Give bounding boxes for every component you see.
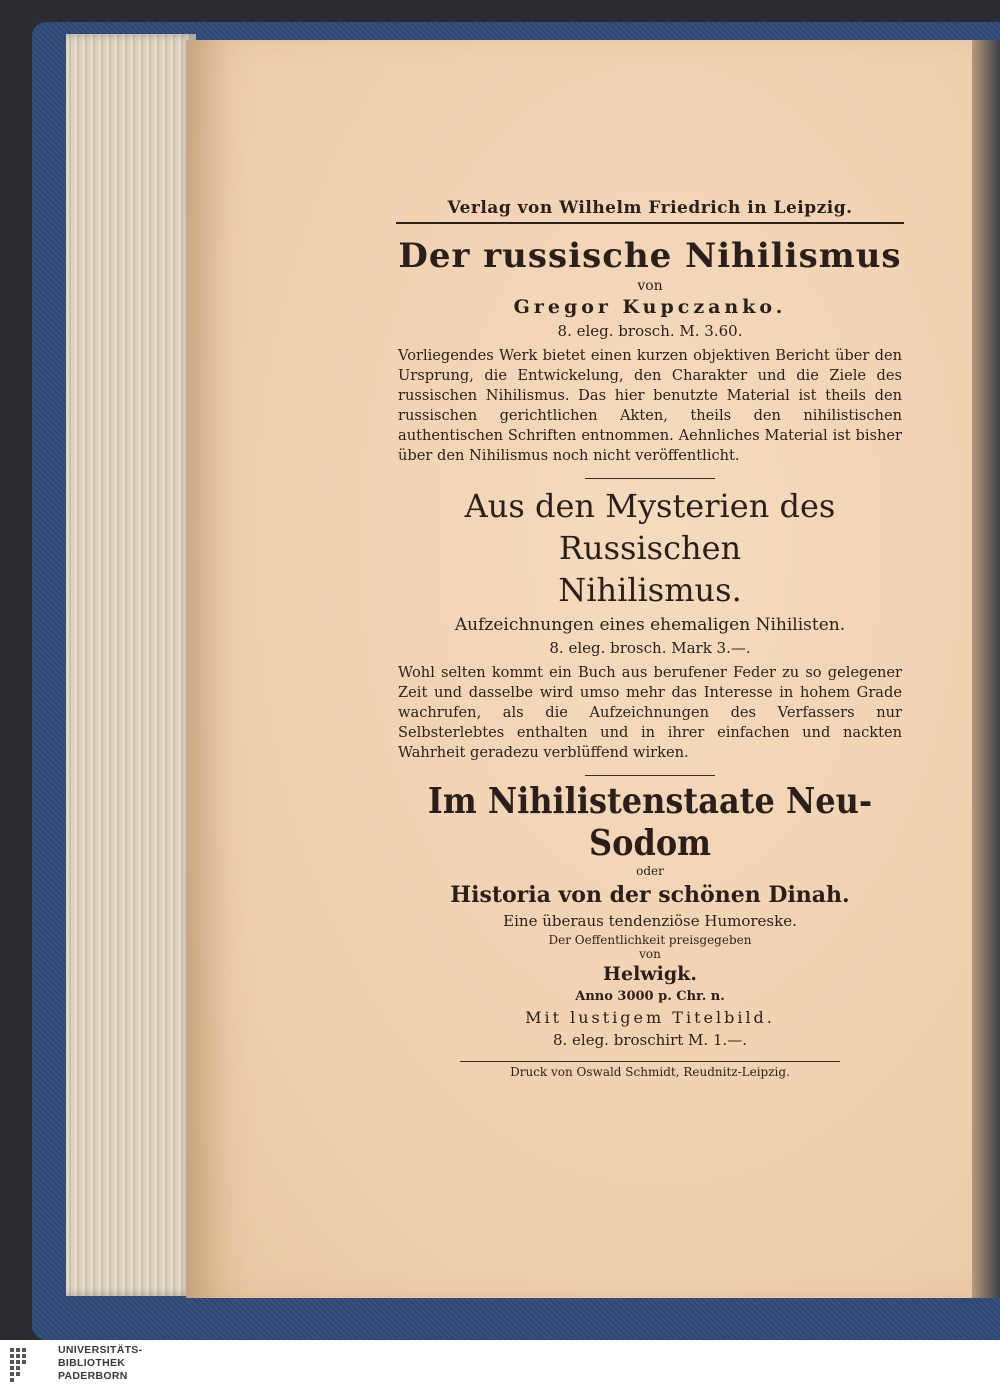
library-footer (0, 1340, 1000, 1391)
book3-anno: Anno 3000 p. Chr. n. (575, 989, 725, 1004)
book2-title-line2: Nihilismus. (558, 571, 742, 609)
page-gutter (972, 40, 1000, 1298)
divider (585, 775, 715, 776)
book3-author: Helwigk. (603, 963, 697, 985)
book3-illustration: Mit lustigem Titelbild. (525, 1008, 775, 1027)
library-name-line3: PADERBORN (58, 1370, 128, 1382)
library-name-line1: UNIVERSITÄTS- (58, 1344, 143, 1356)
library-name (58, 1344, 142, 1383)
book3-subtitle: Historia von der schönen Dinah. (450, 882, 850, 908)
book3-oder: oder (636, 864, 664, 878)
book3-genre: Eine überaus tendenziöse Humoreske. (503, 912, 797, 930)
book3-title: Im Nihilistenstaate Neu-Sodom (427, 780, 873, 864)
book1-von: von (637, 278, 663, 294)
divider (460, 1061, 840, 1062)
book2-description: Wohl selten kommt ein Buch aus berufener Feder zu so gelegener Zeit und dasselbe wird umso mehr das Interesse in hohem Grade wachrufen, als die Aufzeichnungen des Verfassers nur Selbsterlebtes enthalten und in ihrer einfachen und nackten Wahrheit geradezu verblüffend wirken. (398, 664, 902, 761)
book3-price: 8. eleg. broschirt M. 1.—. (552, 1031, 748, 1049)
library-name-line2: BIBLIOTHEK (58, 1357, 126, 1369)
book1-price: 8. eleg. brosch. M. 3.60. (557, 322, 743, 340)
page-edges (66, 34, 196, 1296)
book1-title: Der russische Nihilismus (398, 236, 902, 276)
book3-von: von (639, 947, 661, 961)
book1-description: Vorliegendes Werk bietet einen kurzen objektiven Bericht über den Ursprung, die Entwickelung, den Charakter und die Ziele des russischen Nihilismus. Das hier benutzte Material ist theils den russischen gerichtlichen Akten, theils den nihilistischen authentischen Schriften entnommen. Aehnliches Material ist bisher über den Nihilismus noch nicht veröffentlicht. (398, 347, 902, 464)
library-logo-icon (8, 1346, 48, 1386)
book2-title-line1: Aus den Mysterien des Russischen (464, 487, 836, 567)
book1-author: Gregor Kupczanko. (513, 296, 787, 318)
printer-imprint: Druck von Oswald Schmidt, Reudnitz-Leipzig. (510, 1065, 790, 1079)
book2-price: 8. eleg. brosch. Mark 3.—. (549, 639, 751, 657)
divider (585, 478, 715, 479)
book2-subtitle: Aufzeichnungen eines ehemaligen Nihilisten. (454, 615, 846, 635)
advertisement-content (396, 198, 904, 1079)
publisher-heading: Verlag von Wilhelm Friedrich in Leipzig. (396, 198, 904, 224)
book3-dedication: Der Oeffentlichkeit preisgegeben (548, 933, 752, 947)
